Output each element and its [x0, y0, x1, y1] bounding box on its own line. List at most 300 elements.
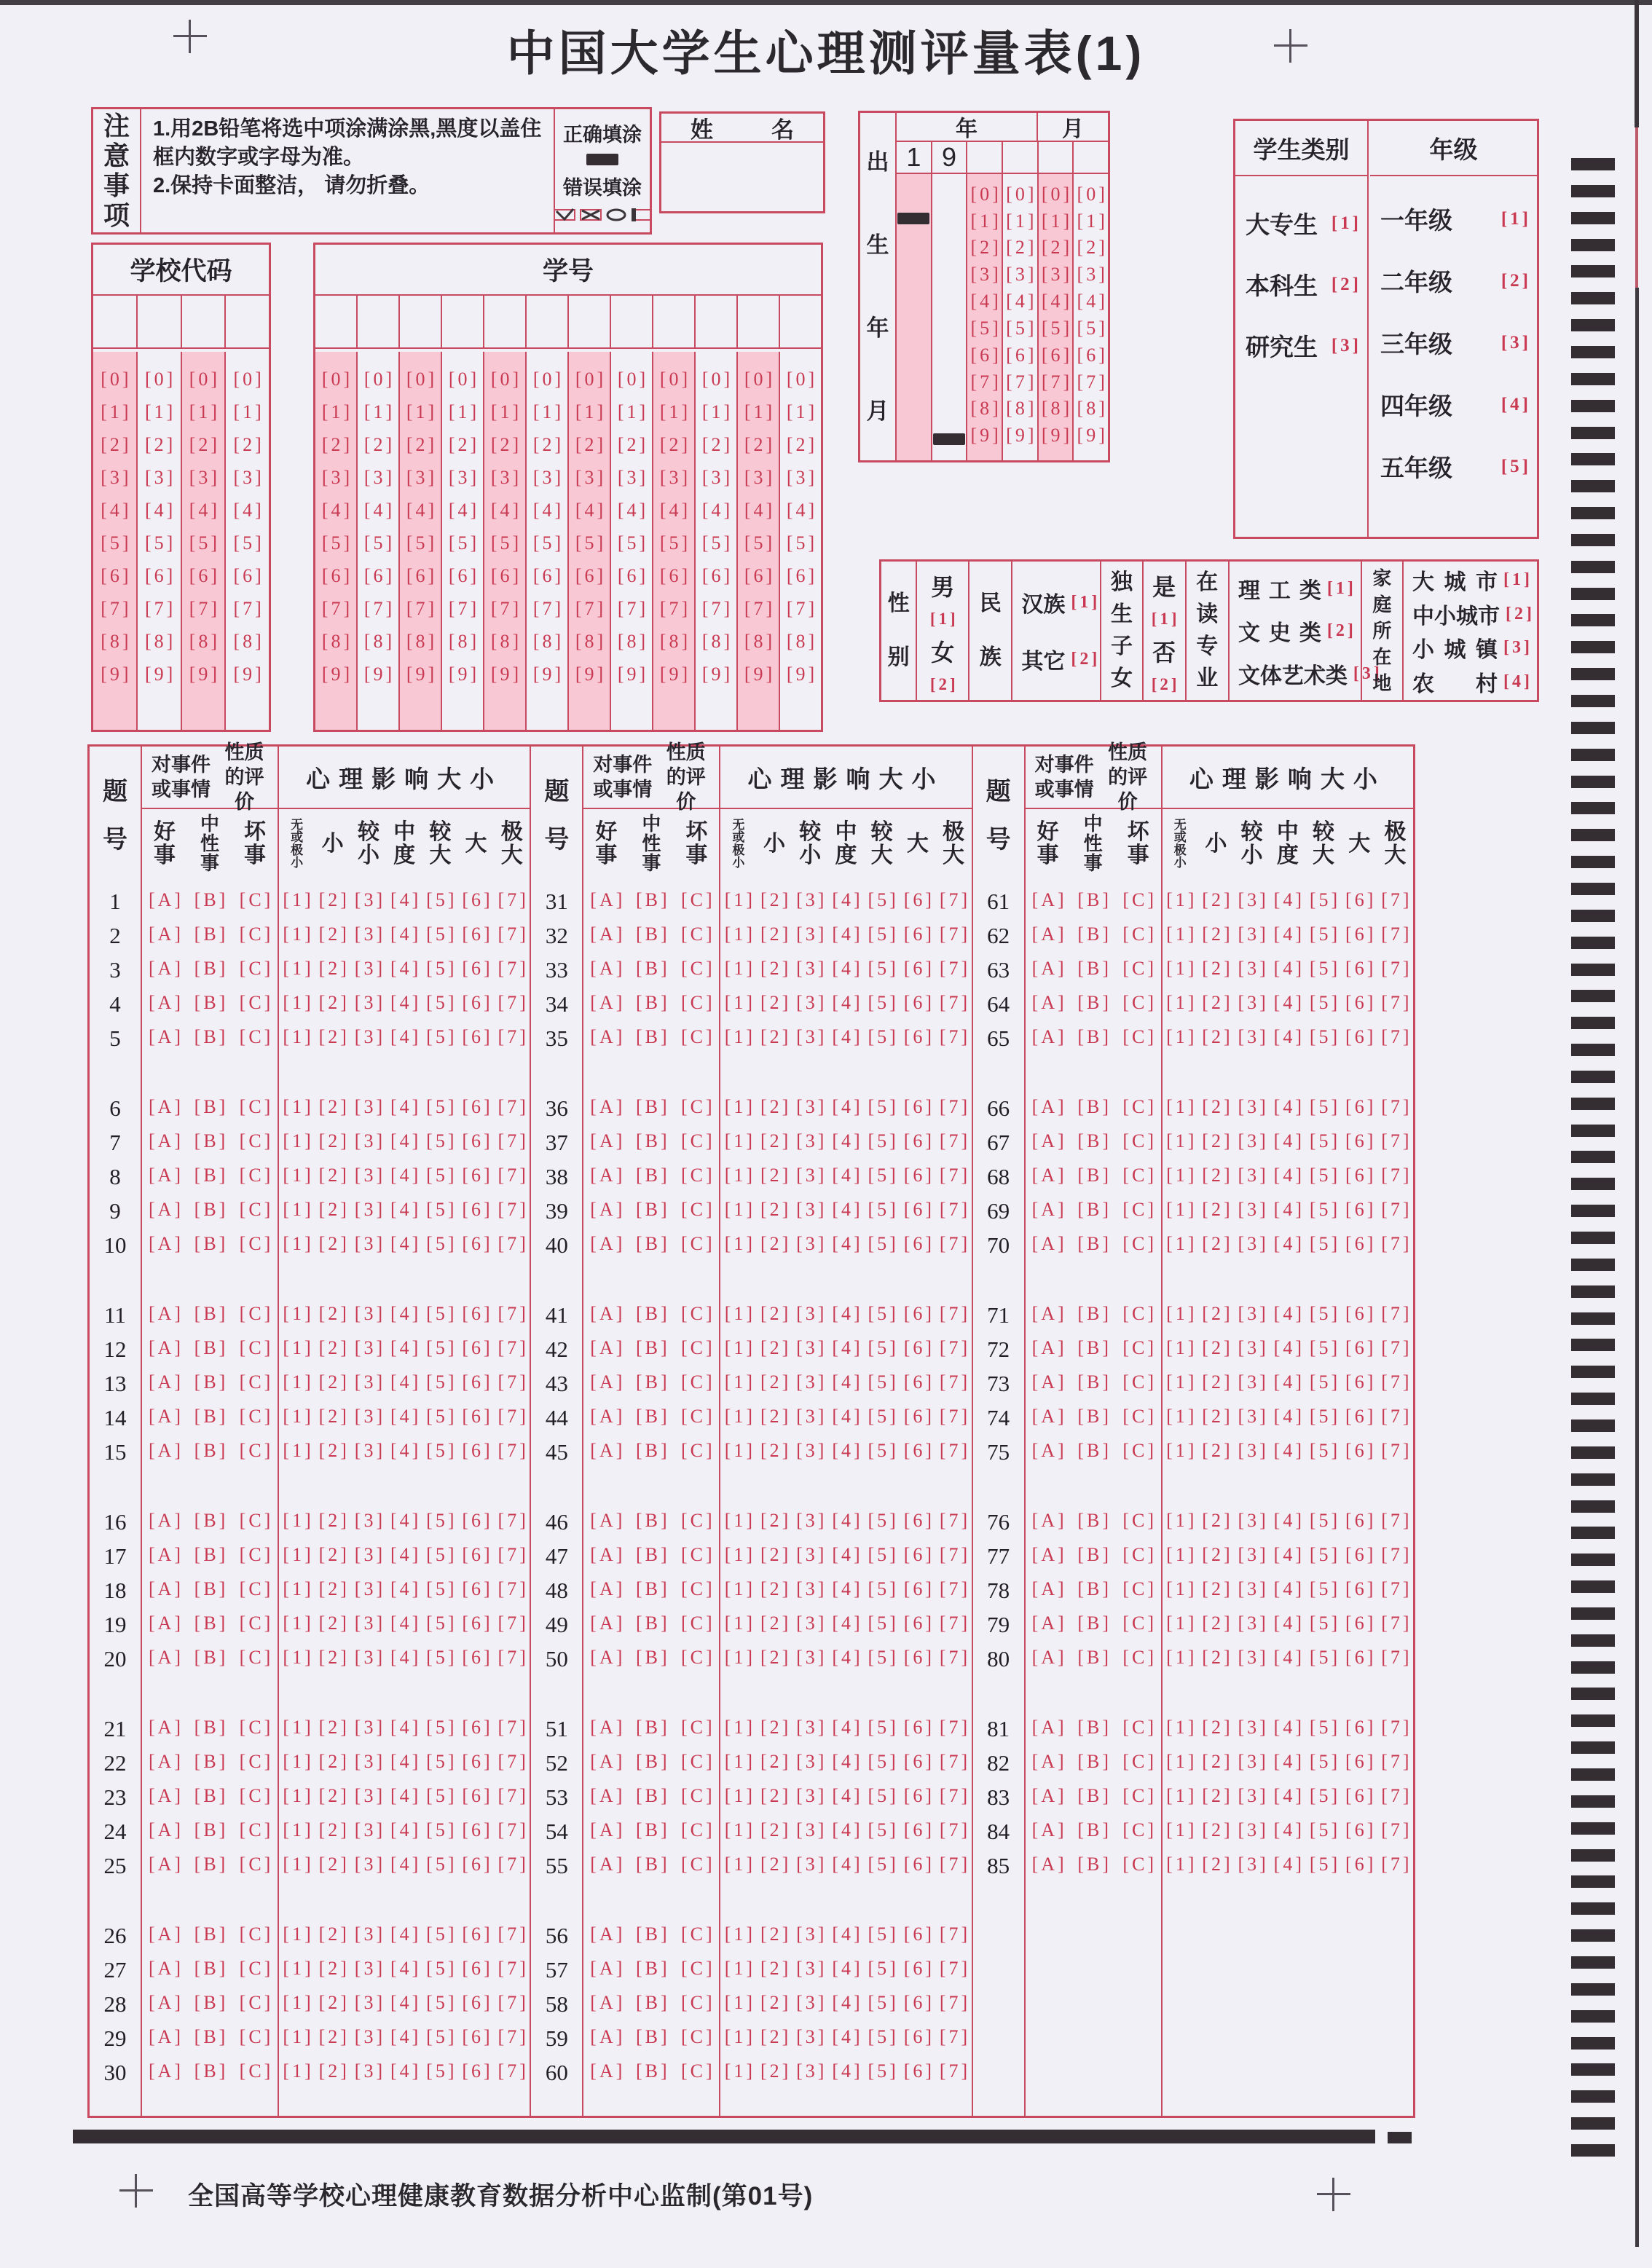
table-row-impact	[720, 985, 971, 1020]
student-id-digit-bubble: [ 1 ]	[702, 403, 730, 422]
impact-bubble: [ 1 ]	[725, 1028, 752, 1047]
table-row-eval	[1026, 1606, 1161, 1640]
impact-bubble: [ 2 ]	[760, 1993, 788, 2012]
impact-bubble: [ 5 ]	[868, 1132, 896, 1151]
eval-bubble: [ C ]	[240, 1855, 271, 1874]
birth-digit-bubble: [ 0 ]	[971, 185, 999, 204]
impact-bubble: [ 2 ]	[1202, 1339, 1230, 1358]
impact-bubble: [ 2 ]	[1202, 1511, 1230, 1530]
question-number: 34	[545, 991, 568, 1017]
student-id-digit-bubble: [ 1 ]	[406, 403, 434, 422]
student-id-digit-bubble: [ 0 ]	[449, 370, 476, 389]
impact-bubble: [ 4 ]	[390, 1407, 418, 1426]
impact-bubble: [ 5 ]	[426, 1407, 454, 1426]
scan-edge-artifact-right	[1635, 288, 1639, 2247]
eval-bubble: [ B ]	[194, 993, 226, 1012]
impact-bubble: [ 2 ]	[319, 925, 347, 944]
table-row-eval	[142, 1606, 278, 1640]
eval-bubble: [ C ]	[1122, 1614, 1154, 1633]
table-row-qnum	[973, 1332, 1024, 1366]
impact-bubble: [ 2 ]	[319, 2028, 347, 2047]
eval-bubble: [ B ]	[194, 1339, 226, 1358]
table-row-qnum	[90, 2055, 141, 2090]
student-id-digit-bubble: [ 0 ]	[787, 370, 814, 389]
grade-option-code: [ 2 ]	[1501, 272, 1528, 290]
school-code-digit-bubble: [ 0 ]	[189, 370, 217, 389]
impact-bubble: [ 2 ]	[319, 1028, 347, 1047]
impact-bubble: [ 7 ]	[1381, 1718, 1409, 1737]
eval-bubble: [ B ]	[194, 1098, 226, 1117]
impact-bubble: [ 6 ]	[1345, 1235, 1373, 1253]
eval-bubble: [ A ]	[590, 1648, 622, 1667]
impact-bubble: [ 4 ]	[390, 1166, 418, 1185]
eval-bubble: [ C ]	[681, 1821, 712, 1840]
impact-bubble: [ 2 ]	[760, 1546, 788, 1564]
eval-bubble: [ C ]	[681, 1787, 712, 1806]
student-id-digit-bubble: [ 4 ]	[533, 501, 561, 520]
impact-bubble: [ 2 ]	[319, 1441, 347, 1460]
eval-bubble: [ C ]	[240, 1993, 271, 2012]
student-type-option-code: [ 1 ]	[1332, 214, 1358, 232]
eval-bubble: [ B ]	[1077, 1855, 1109, 1874]
impact-header: 心理影响大小	[279, 747, 530, 809]
impact-bubble: [ 6 ]	[462, 993, 489, 1012]
impact-bubble: [ 5 ]	[1310, 993, 1337, 1012]
impact-bubble: [ 3 ]	[355, 1028, 382, 1047]
question-number: 51	[545, 1715, 568, 1741]
timing-mark	[1571, 1017, 1615, 1029]
eval-bubble: [ B ]	[636, 1718, 667, 1737]
impact-bubble: [ 6 ]	[462, 1304, 489, 1323]
student-id-digit-bubble: [ 8 ]	[575, 632, 603, 651]
school-code-box	[91, 243, 271, 732]
table-row-eval	[583, 1124, 719, 1158]
question-number: 63	[987, 956, 1010, 983]
eval-bubble: [ C ]	[681, 1339, 712, 1358]
impact-bubble: [ 7 ]	[1381, 1855, 1409, 1874]
eval-bubble: [ A ]	[149, 1993, 181, 2012]
impact-bubble: [ 6 ]	[1345, 1546, 1373, 1564]
impact-bubble: [ 2 ]	[760, 1098, 788, 1117]
question-number: 21	[103, 1715, 127, 1741]
impact-bubble: [ 1 ]	[283, 2062, 310, 2081]
table-row-qnum	[90, 1780, 141, 1814]
impact-bubble: [ 2 ]	[319, 1511, 347, 1530]
school-code-digit-bubble: [ 9 ]	[145, 665, 173, 684]
timing-mark	[1571, 749, 1615, 761]
table-row-impact	[279, 1813, 530, 1847]
impact-bubble: [ 6 ]	[462, 1235, 489, 1253]
eval-bubble: [ B ]	[636, 993, 667, 1012]
student-id-digit-bubble: [ 9 ]	[322, 665, 350, 684]
impact-bubble: [ 3 ]	[796, 1546, 824, 1564]
impact-bubble: [ 2 ]	[1202, 1821, 1230, 1840]
impact-bubble: [ 1 ]	[725, 1200, 752, 1219]
question-number: 39	[545, 1197, 568, 1224]
eval-bubble: [ A ]	[590, 959, 622, 978]
table-row-impact	[720, 1951, 971, 1985]
question-number: 83	[987, 1784, 1010, 1810]
impact-bubble: [ 6 ]	[1345, 1718, 1373, 1737]
impact-bubble: [ 4 ]	[832, 1166, 860, 1185]
impact-bubble: [ 2 ]	[760, 1787, 788, 1806]
bottom-sync-bar	[73, 2130, 1375, 2143]
impact-bubble: [ 5 ]	[426, 1925, 454, 1944]
impact-option-label: 中 度	[393, 820, 416, 867]
student-id-digit-bubble: [ 2 ]	[491, 436, 519, 454]
question-number: 4	[109, 991, 121, 1017]
demo-option-row	[1230, 572, 1361, 605]
impact-bubble: [ 1 ]	[1166, 1511, 1194, 1530]
impact-bubble: [ 4 ]	[1274, 891, 1302, 910]
demo-option-code: [ 2 ]	[1327, 622, 1353, 639]
impact-bubble: [ 1 ]	[725, 1339, 752, 1358]
table-row-impact	[1163, 1124, 1413, 1158]
table-row-impact	[279, 917, 530, 951]
impact-bubble: [ 4 ]	[1274, 1787, 1302, 1806]
birth-digit-bubble: [ 5 ]	[1006, 319, 1034, 338]
eval-bubble: [ C ]	[240, 891, 271, 910]
school-code-digit-column	[224, 352, 269, 730]
student-id-digit-bubble: [ 8 ]	[618, 632, 645, 651]
eval-bubble: [ A ]	[149, 993, 181, 1012]
impact-bubble: [ 1 ]	[1166, 1855, 1194, 1874]
table-row-impact	[1163, 1847, 1413, 1881]
birth-digit-bubble: [ 0 ]	[1006, 185, 1034, 204]
impact-bubble: [ 7 ]	[1381, 925, 1409, 944]
student-id-digit-bubble: [ 5 ]	[702, 534, 730, 553]
impact-bubble: [ 6 ]	[1345, 1648, 1373, 1667]
eval-bubble: [ B ]	[194, 1200, 226, 1219]
demo-option-label: 文 史 类	[1238, 621, 1321, 645]
question-number: 73	[987, 1370, 1010, 1396]
birth-digit-bubble: [ 6 ]	[1042, 346, 1069, 365]
table-row-qnum	[531, 1814, 582, 1848]
student-id-digit-bubble: [ 7 ]	[533, 599, 561, 618]
timing-mark	[1571, 1312, 1615, 1325]
notice-item: 2.保持卡面整洁， 请勿折叠。	[153, 174, 430, 197]
impact-bubble: [ 2 ]	[319, 1373, 347, 1392]
eval-bubble: [ A ]	[1032, 959, 1064, 978]
question-number: 9	[109, 1197, 121, 1224]
school-code-digit-bubble: [ 8 ]	[189, 632, 217, 651]
eval-bubble: [ B ]	[1077, 1132, 1109, 1151]
demo-option-row	[1404, 564, 1537, 596]
impact-bubble: [ 3 ]	[796, 959, 824, 978]
question-number: 40	[545, 1232, 568, 1258]
eval-bubble: [ A ]	[149, 959, 181, 978]
table-row-impact	[720, 1917, 971, 1951]
question-number: 8	[109, 1163, 121, 1189]
impact-bubble: [ 1 ]	[725, 1511, 752, 1530]
impact-bubble: [ 5 ]	[426, 1511, 454, 1530]
impact-bubble: [ 5 ]	[426, 1959, 454, 1978]
table-row-eval	[583, 1951, 719, 1985]
impact-bubble: [ 1 ]	[283, 1925, 310, 1944]
birth-digit-bubble: [ 9 ]	[1077, 426, 1105, 445]
birth-digit-bubble: [ 3 ]	[1042, 265, 1069, 284]
impact-option-label: 小	[1205, 831, 1227, 856]
impact-option-label: 大	[465, 831, 487, 856]
table-row-eval	[583, 1331, 719, 1365]
impact-bubble: [ 4 ]	[832, 993, 860, 1012]
table-row-impact	[279, 2054, 530, 2088]
impact-bubble: [ 7 ]	[1381, 1580, 1409, 1599]
impact-bubble: [ 1 ]	[283, 1787, 310, 1806]
question-number: 78	[987, 1577, 1010, 1603]
impact-bubble: [ 1 ]	[283, 1821, 310, 1840]
school-code-digit-bubble: [ 7 ]	[189, 599, 217, 618]
eval-bubble: [ B ]	[1077, 1580, 1109, 1599]
impact-bubble: [ 2 ]	[1202, 1718, 1230, 1737]
impact-bubble: [ 1 ]	[725, 1959, 752, 1978]
student-type-options	[1235, 176, 1367, 376]
demo-options	[1142, 562, 1185, 700]
table-row-impact	[720, 1331, 971, 1365]
student-type-option-code: [ 3 ]	[1332, 336, 1358, 355]
eval-bubble: [ B ]	[636, 1580, 667, 1599]
question-number: 37	[545, 1129, 568, 1155]
table-row-impact	[1163, 951, 1413, 985]
table-row-qnum	[973, 1159, 1024, 1194]
eval-bubble: [ C ]	[240, 1132, 271, 1151]
table-row-qnum	[90, 987, 141, 1021]
impact-bubble: [ 5 ]	[426, 1787, 454, 1806]
student-id-digit-bubble: [ 2 ]	[787, 436, 814, 454]
eval-bubble: [ A ]	[590, 1821, 622, 1840]
student-id-bubbles	[315, 352, 821, 730]
question-number: 36	[545, 1095, 568, 1121]
impact-bubble: [ 7 ]	[940, 1235, 967, 1253]
question-number-column	[973, 747, 1024, 2116]
impact-bubble: [ 5 ]	[1310, 1339, 1337, 1358]
student-id-digit-bubble: [ 4 ]	[449, 501, 476, 520]
impact-bubble: [ 1 ]	[1166, 1235, 1194, 1253]
impact-bubble: [ 2 ]	[319, 1407, 347, 1426]
eval-bubble: [ B ]	[636, 1752, 667, 1771]
table-row-eval	[583, 917, 719, 951]
eval-bubble: [ A ]	[1032, 1235, 1064, 1253]
table-row-eval	[1026, 1537, 1161, 1572]
impact-bubble: [ 7 ]	[1381, 1132, 1409, 1151]
impact-bubble: [ 5 ]	[1310, 1821, 1337, 1840]
school-code-digit-bubble: [ 9 ]	[189, 665, 217, 684]
impact-bubble: [ 3 ]	[355, 1441, 382, 1460]
impact-bubble: [ 1 ]	[725, 1098, 752, 1117]
school-code-writein-cell	[181, 296, 225, 347]
table-row-impact	[720, 1433, 971, 1468]
impact-bubble: [ 5 ]	[868, 1718, 896, 1737]
eval-bubble: [ A ]	[590, 1200, 622, 1219]
table-row-impact	[1163, 1365, 1413, 1399]
table-row-impact	[720, 2020, 971, 2054]
timing-mark	[1571, 1714, 1615, 1727]
eval-bubble: [ B ]	[194, 1441, 226, 1460]
grade-option-code: [ 4 ]	[1501, 395, 1528, 414]
impact-bubble: [ 3 ]	[1238, 1407, 1265, 1426]
impact-bubble: [ 7 ]	[940, 1614, 967, 1633]
student-id-digit-bubble: [ 5 ]	[744, 534, 772, 553]
impact-bubble: [ 3 ]	[1238, 1787, 1265, 1806]
grade-option-code: [ 3 ]	[1501, 334, 1528, 352]
table-row-impact	[279, 1606, 530, 1640]
school-code-digit-bubble: [ 5 ]	[189, 534, 217, 553]
impact-bubble: [ 5 ]	[1310, 1511, 1337, 1530]
table-row-eval	[583, 1399, 719, 1433]
impact-bubble: [ 1 ]	[725, 1580, 752, 1599]
impact-bubble: [ 6 ]	[462, 1166, 489, 1185]
table-row-eval	[583, 883, 719, 917]
table-row-qnum	[973, 1298, 1024, 1332]
eval-bubble: [ A ]	[149, 1166, 181, 1185]
table-row-qnum	[531, 1228, 582, 1262]
timing-mark	[1571, 427, 1615, 439]
question-number: 85	[987, 1852, 1010, 1878]
school-code-digit-column	[136, 352, 181, 730]
name-box-label: 姓 名	[661, 114, 823, 143]
impact-bubble: [ 7 ]	[940, 1580, 967, 1599]
student-type-option-code: [ 2 ]	[1332, 275, 1358, 294]
eval-bubble: [ B ]	[636, 1166, 667, 1185]
impact-bubble: [ 5 ]	[868, 1166, 896, 1185]
impact-bubble: [ 2 ]	[760, 1718, 788, 1737]
student-id-digit-bubble: [ 8 ]	[491, 632, 519, 651]
impact-bubble: [ 5 ]	[426, 1718, 454, 1737]
student-id-digit-bubble: [ 8 ]	[744, 632, 772, 651]
impact-bubble: [ 2 ]	[760, 993, 788, 1012]
demo-option-code: [ 2 ]	[1152, 676, 1177, 693]
student-id-digit-bubble: [ 3 ]	[575, 468, 603, 487]
student-id-digit-bubble: [ 3 ]	[618, 468, 645, 487]
student-id-digit-bubble: [ 5 ]	[406, 534, 434, 553]
table-row-impact	[279, 1951, 530, 1985]
eval-bubble: [ A ]	[590, 1580, 622, 1599]
impact-option-label: 大	[1348, 831, 1371, 856]
impact-bubble: [ 6 ]	[1345, 993, 1373, 1012]
timing-mark	[1571, 883, 1615, 895]
impact-bubble: [ 2 ]	[319, 1546, 347, 1564]
table-row-impact	[720, 1640, 971, 1674]
eval-bubble: [ B ]	[1077, 1752, 1109, 1771]
student-id-digit-column	[610, 352, 652, 730]
eval-bubble: [ A ]	[149, 2062, 181, 2081]
impact-bubble: [ 7 ]	[498, 1098, 526, 1117]
impact-bubble: [ 4 ]	[832, 1855, 860, 1874]
student-id-digit-bubble: [ 7 ]	[660, 599, 688, 618]
eval-bubble: [ C ]	[240, 1235, 271, 1253]
timing-mark	[1571, 2117, 1615, 2130]
eval-bubble: [ A ]	[590, 1959, 622, 1978]
impact-option-label: 极 大	[943, 820, 965, 867]
timing-mark	[1571, 1661, 1615, 1674]
table-row-qnum	[90, 1607, 141, 1642]
impact-bubble: [ 6 ]	[462, 1925, 489, 1944]
demo-options	[1011, 562, 1100, 700]
impact-bubble: [ 7 ]	[498, 1511, 526, 1530]
impact-bubble: [ 6 ]	[904, 1235, 932, 1253]
impact-bubble: [ 2 ]	[319, 1339, 347, 1358]
eval-bubble: [ B ]	[636, 1098, 667, 1117]
table-row-eval	[1026, 1365, 1161, 1399]
impact-bubble: [ 3 ]	[796, 1614, 824, 1633]
impact-bubble: [ 7 ]	[498, 1166, 526, 1185]
student-id-digit-bubble: [ 2 ]	[744, 436, 772, 454]
impact-bubble: [ 3 ]	[1238, 1373, 1265, 1392]
student-id-digit-bubble: [ 0 ]	[491, 370, 519, 389]
table-row-qnum	[973, 1746, 1024, 1780]
question-number: 53	[545, 1784, 568, 1810]
eval-bubble: [ C ]	[1122, 1441, 1154, 1460]
school-code-writein-cell	[136, 296, 181, 347]
scan-edge-artifact-right	[1635, 127, 1638, 288]
table-row-eval	[1026, 1640, 1161, 1674]
table-row-qnum	[90, 1366, 141, 1401]
impact-bubble: [ 6 ]	[1345, 1752, 1373, 1771]
impact-bubble: [ 2 ]	[319, 1821, 347, 1840]
table-row-qnum	[90, 1953, 141, 1987]
impact-bubble: [ 3 ]	[355, 1511, 382, 1530]
impact-bubble: [ 4 ]	[832, 1441, 860, 1460]
student-id-digit-bubble: [ 2 ]	[364, 436, 392, 454]
table-row-eval	[583, 1710, 719, 1744]
table-row-impact	[720, 883, 971, 917]
impact-bubble: [ 3 ]	[796, 1407, 824, 1426]
impact-bubble: [ 5 ]	[868, 1614, 896, 1633]
impact-bubble: [ 5 ]	[426, 1235, 454, 1253]
eval-bubble: [ B ]	[636, 1546, 667, 1564]
impact-bubble: [ 2 ]	[760, 1511, 788, 1530]
impact-bubble: [ 7 ]	[498, 959, 526, 978]
impact-bubble: [ 6 ]	[462, 1441, 489, 1460]
student-id-box	[313, 243, 823, 732]
impact-bubble: [ 7 ]	[940, 1821, 967, 1840]
table-row-impact	[279, 1192, 530, 1226]
impact-bubble: [ 3 ]	[796, 1441, 824, 1460]
question-number-header: 题 号	[103, 778, 127, 854]
question-number: 46	[545, 1508, 568, 1535]
timing-mark	[1571, 1929, 1615, 1942]
table-row-eval	[142, 1951, 278, 1985]
impact-bubble: [ 5 ]	[868, 1511, 896, 1530]
eval-bubble: [ A ]	[1032, 993, 1064, 1012]
impact-bubble: [ 7 ]	[498, 1028, 526, 1047]
table-row-qnum	[973, 1401, 1024, 1435]
impact-option-label: 较 小	[357, 820, 379, 867]
birth-digit-column	[966, 174, 1002, 460]
student-id-digit-bubble: [ 1 ]	[660, 403, 688, 422]
table-row-qnum	[90, 918, 141, 953]
student-type-option-label: 大专生	[1246, 210, 1318, 238]
prefilled-mark	[933, 433, 965, 445]
table-row-impact	[1163, 1503, 1413, 1537]
question-number: 15	[103, 1438, 127, 1465]
timing-mark	[1571, 1902, 1615, 1915]
impact-subheader	[720, 809, 971, 878]
impact-bubble: [ 5 ]	[868, 959, 896, 978]
impact-bubble: [ 5 ]	[426, 1339, 454, 1358]
table-row-impact	[279, 1296, 530, 1331]
impact-bubble: [ 7 ]	[498, 1925, 526, 1944]
school-code-digit-bubble: [ 6 ]	[233, 567, 261, 586]
evaluation-subheader	[583, 809, 719, 878]
bottom-sync-block	[1388, 2132, 1412, 2143]
eval-bubble: [ A ]	[1032, 1511, 1064, 1530]
table-row-eval	[1026, 1813, 1161, 1847]
impact-bubble: [ 5 ]	[868, 1752, 896, 1771]
impact-bubble: [ 6 ]	[462, 1855, 489, 1874]
impact-bubble: [ 4 ]	[390, 1787, 418, 1806]
impact-bubble: [ 7 ]	[940, 1098, 967, 1117]
